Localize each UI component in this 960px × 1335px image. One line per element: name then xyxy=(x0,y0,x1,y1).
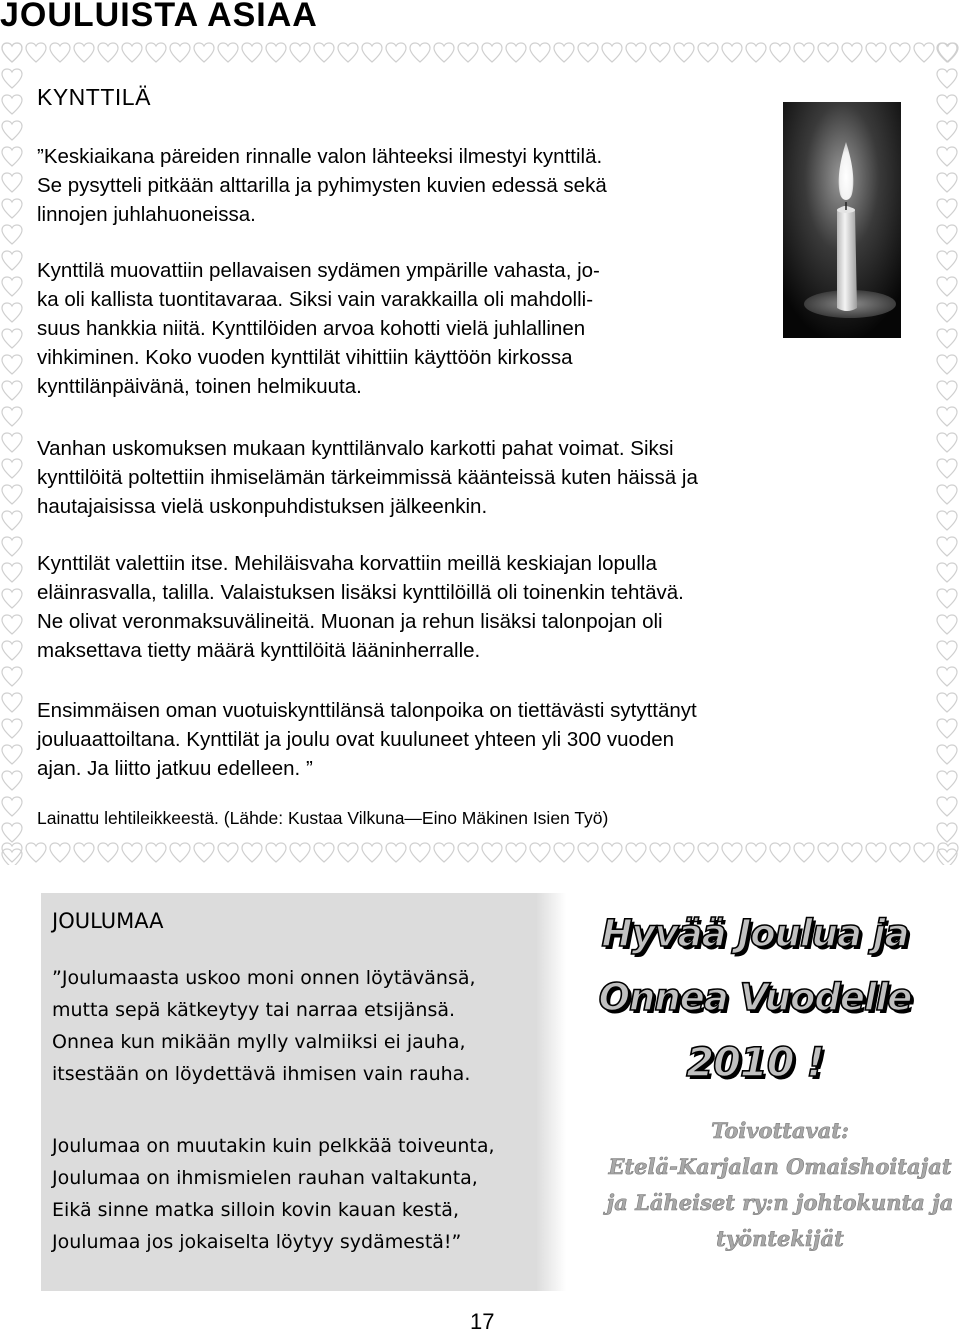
poem-line: Eikä sinne matka silloin kovin kauan kestä, xyxy=(52,1199,459,1221)
text-line: maksettava tietty määrä kynttilöitä lääninherralle. xyxy=(37,639,481,662)
greeting-line-3: 2010 ! xyxy=(686,1040,824,1086)
poem-line: Onnea kun mikään mylly valmiiksi ei jauha, xyxy=(52,1031,466,1053)
paragraph-5 xyxy=(37,696,697,783)
poem-line: Joulumaa jos jokaiselta löytyy sydämestä!” xyxy=(52,1231,462,1253)
paragraph-2 xyxy=(37,256,600,401)
heart-border-left xyxy=(0,40,24,865)
text-line: jouluaattoiltana. Kynttilät ja joulu ovat kuuluneet yhteen yli 300 vuoden xyxy=(37,728,675,751)
signature-line-2: Etelä-Karjalan Omaishoitajat xyxy=(608,1154,952,1179)
text-line: Ensimmäisen oman vuotuiskynttilänsä talonpoika on tiettävästi sytyttänyt xyxy=(37,699,697,722)
text-line: kynttilänpäivänä, toinen helmikuuta. xyxy=(37,375,362,398)
greeting-line-2: Onnea Vuodelle xyxy=(598,976,912,1019)
paragraph-3 xyxy=(37,434,698,521)
section-heading-kynttila: KYNTTILÄ xyxy=(37,84,151,110)
heart-border-right xyxy=(935,40,959,865)
text-line: Kynttilä muovattiin pellavaisen sydämen ympärille vahasta, jo- xyxy=(37,259,600,282)
source-citation: Lainattu lehtileikkeestä. (Lähde: Kustaa Vilkuna—Eino Mäkinen Isien Työ) xyxy=(37,808,609,828)
heart-border-bottom xyxy=(0,840,960,866)
text-line: Ne olivat veronmaksuvälineitä. Muonan ja rehun lisäksi talonpojan oli xyxy=(37,610,663,633)
text-line: suus hankkia niitä. Kynttilöiden arvoa kohotti vielä juhlallinen xyxy=(37,317,586,340)
text-line: Vanhan uskomuksen mukaan kynttilänvalo karkotti pahat voimat. Siksi xyxy=(37,437,674,460)
paragraph-1 xyxy=(37,142,607,229)
poem-line: mutta sepä kätkeytyy tai narraa etsijänsä. xyxy=(52,999,456,1021)
text-line: ka oli kallista tuontitavaraa. Siksi vain varakkailla oli mahdolli- xyxy=(37,288,594,311)
poem-line: Joulumaa on muutakin kuin pelkkää toiveunta, xyxy=(52,1135,495,1157)
signature-line-3: ja Läheiset ry:n johtokunta ja xyxy=(606,1190,954,1215)
text-line: vihkiminen. Koko vuoden kynttilät vihittiin käyttöön kirkossa xyxy=(37,346,573,369)
text-line: hautajaisissa vielä uskonpuhdistuksen jälkeenkin. xyxy=(37,495,488,518)
text-line: linnojen juhlahuoneissa. xyxy=(37,203,256,226)
joulumaa-heading: JOULUMAA xyxy=(52,909,164,933)
page-title: JOULUISTA ASIAA xyxy=(0,0,318,34)
text-line: eläinrasvalla, talilla. Valaistuksen lisäksi kynttilöillä oli toinenkin tehtävä. xyxy=(37,581,684,604)
poem-line: ”Joulumaasta uskoo moni onnen löytävänsä, xyxy=(52,967,476,989)
joulumaa-stanza-2 xyxy=(52,1130,495,1258)
page-number: 17 xyxy=(470,1309,495,1334)
candle-photo xyxy=(783,102,901,338)
text-line: Kynttilät valettiin itse. Mehiläisvaha korvattiin meillä keskiajan lopulla xyxy=(37,552,657,575)
paragraph-4 xyxy=(37,549,684,665)
text-line: ”Keskiaikana päreiden rinnalle valon lähteeksi ilmestyi kynttilä. xyxy=(37,145,603,168)
joulumaa-box-fade xyxy=(536,893,566,1291)
text-line: Se pysytteli pitkään alttarilla ja pyhimysten kuvien edessä sekä xyxy=(37,174,607,197)
text-line: ajan. Ja liitto jatkuu edelleen. ” xyxy=(37,757,313,780)
signature-line-1: Toivottavat: xyxy=(711,1118,849,1143)
poem-line: Joulumaa on ihmismielen rauhan valtakunta, xyxy=(52,1167,478,1189)
greeting-line-1: Hyvää Joulua ja xyxy=(601,912,909,955)
poem-line: itsestään on löydettävä ihmisen vain rauha. xyxy=(52,1063,471,1085)
heart-border-top xyxy=(0,40,960,66)
text-line: kynttilöitä poltettiin ihmiselämän tärkeimmissä käänteissä kuten häissä ja xyxy=(37,466,698,489)
signature-line-4: työntekijät xyxy=(716,1226,844,1251)
joulumaa-stanza-1 xyxy=(52,962,476,1090)
